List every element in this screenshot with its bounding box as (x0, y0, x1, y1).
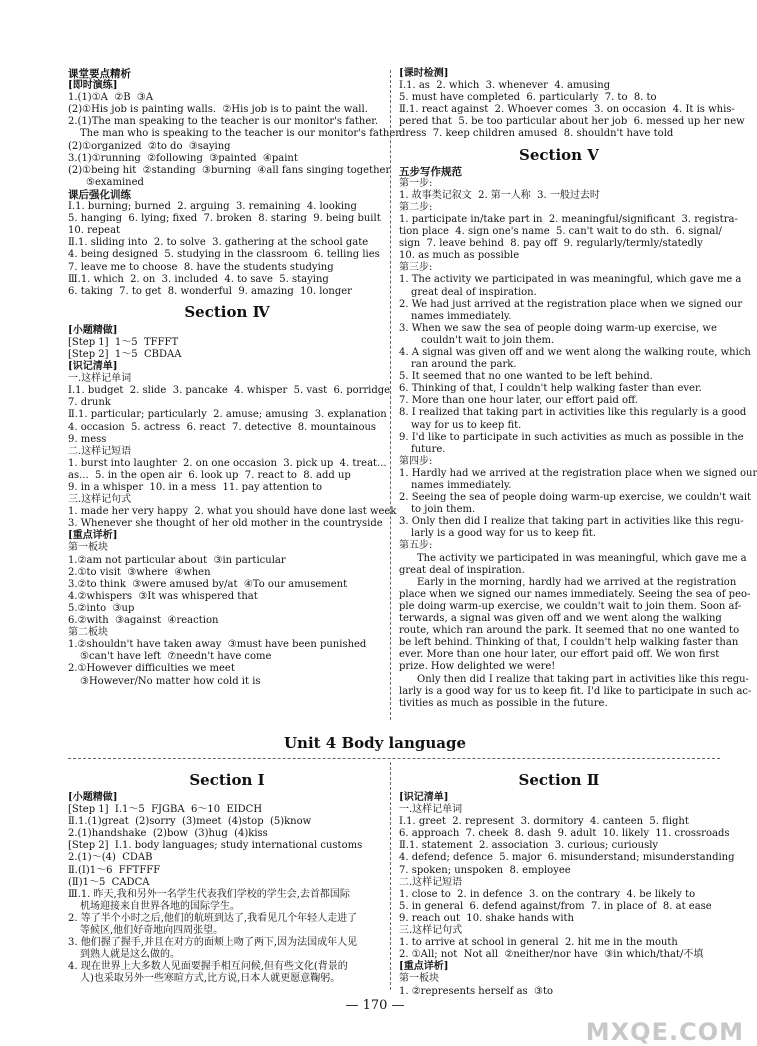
answer-line: ⑤examined (86, 176, 144, 188)
section-v-title: Section Ⅴ (519, 145, 599, 164)
answer-line: 4. occasion 5. actress 6. react 7. detective 8. mountainous (68, 421, 377, 433)
answer-line: great deal of inspiration. (399, 564, 525, 576)
answer-line: 1. Hardly had we arrived at the registration place when we signed our (399, 467, 757, 479)
answer-line: Ⅰ.1. as 2. which 3. whenever 4. amusing (399, 80, 611, 92)
answer-line: couldn't wait to join them. (421, 334, 555, 346)
answer-line: tion place 4. sign one's name 5. can't wait to do sth. 6. signal/ (399, 226, 722, 238)
answer-line: way for us to keep fit. (411, 419, 522, 431)
answer-line: 3. Whenever she thought of her old mother in the countryside (68, 518, 383, 530)
bracket-heading: [重点详析] (399, 961, 449, 973)
answer-line: 4. being designed 5. studying in the classroom 6. telling lies (68, 249, 380, 261)
answer-line: 3. Only then did I realize that taking part in activities like this regu- (399, 516, 744, 528)
answer-line: 3.(1)①running ②following ③painted ④paint (68, 152, 298, 164)
section-ii-title: Section Ⅱ (518, 771, 600, 789)
answer-line: 10. as much as possible (399, 250, 520, 262)
answer-line: (Ⅱ)1～5 CADCA (68, 876, 150, 888)
subsection-heading: 五步写作规范 (399, 165, 462, 178)
bracket-heading: [识记清单] (68, 361, 118, 373)
section-i-content (68, 792, 386, 986)
answer-line: 1. The activity we participated in was meaningful, which gave me a (399, 274, 742, 286)
answer-line: 2. We had just arrived at the registration place when we signed our (399, 298, 743, 310)
answer-line: Ⅱ.1. sliding into 2. to solve 3. gathering at the school gate (68, 237, 369, 249)
answer-line: ⑤can't have left ⑦needn't have come (80, 651, 272, 663)
answer-line: 7. drunk (68, 397, 111, 409)
answer-line: 第四步: (399, 455, 433, 467)
answer-line: 4.②whispers ③It was whispered that (68, 590, 258, 602)
answer-line: 1. burst into laughter 2. on one occasion 3. pick up 4. treat... (68, 457, 387, 469)
answer-line: 4. A signal was given off and we went along the walking route, which (399, 346, 751, 358)
answer-line: larly is a good way for us to keep fit. I'd like to participate in such ac- (399, 685, 752, 697)
bracket-heading: [小题精做] (68, 324, 118, 336)
answer-line: 2.①However difficulties we meet (68, 663, 235, 675)
answer-line: Ⅱ.1. statement 2. association 3. curious; curiously (399, 840, 659, 852)
answer-line: 2. Seeing the sea of people doing warm-up exercise, we couldn't wait (399, 492, 752, 504)
answer-line: 人)也采取另外一些寒暄方式,比方说,日本人就更愿意鞠躬。 (80, 973, 341, 985)
answer-line: Ⅱ.(Ⅰ)1～6 FFTFFF (68, 864, 161, 876)
left-column-upper (68, 68, 403, 688)
answer-line: 6. Thinking of that, I couldn't help walking faster than ever. (399, 383, 702, 395)
answer-line: 二.这样记短语 (68, 445, 132, 457)
answer-line: (2)①organized ②to do ③saying (68, 140, 231, 152)
answer-line: 2.(1)～(4) CDAB (68, 852, 153, 864)
section-ii-content (399, 792, 735, 998)
answer-line: 7. More than one hour later, our effort paid off. (399, 395, 638, 407)
answer-line: tivities as much as possible in the future. (399, 697, 608, 709)
answer-line: Ⅲ.1. which 2. on 3. included 4. to save 5. staying (68, 273, 329, 285)
answer-line: 2.(1)The man speaking to the teacher is our monitor's father. (68, 116, 379, 128)
right-column-upper (399, 68, 757, 710)
answer-line: 6. approach 7. cheek 8. dash 9. adult 10. likely 11. crossroads (399, 828, 730, 840)
answer-line: 机场迎接来自世界各地的国际学生。 (80, 900, 240, 912)
answer-line: 3. 他们握了握手,并且在对方的面颊上吻了两下,因为法国成年人见 (68, 937, 358, 949)
lesson-notes-list (68, 68, 403, 298)
answer-line: 1.②am not particular about ③in particular (68, 554, 286, 566)
answer-line: Ⅱ.1. particular; particularly 2. amuse; amusing 3. explanation (68, 409, 387, 421)
page-number: — 170 — (345, 998, 405, 1013)
answer-line: 1. to arrive at school in general 2. hit me in the mouth (399, 937, 678, 949)
section-iv-content (68, 324, 397, 688)
answer-line: dress 7. keep children amused 8. shouldn't have told (399, 128, 674, 140)
answer-line: 第五步: (399, 540, 433, 552)
answer-line: 到熟人就是这么做的。 (80, 949, 180, 961)
answer-line: 三.这样记句式 (68, 494, 132, 506)
answer-line: be left behind. Thinking of that, I couldn't help walking faster than (399, 637, 739, 649)
answer-line: 1. 故事类记叙文 2. 第一人称 3. 一般过去时 (399, 189, 600, 201)
answer-line: The activity we participated in was meaningful, which gave me a (417, 552, 747, 564)
answer-line: 5. in general 6. defend against/from 7. in place of 8. at ease (399, 900, 712, 912)
answer-line: 5. must have completed 6. particularly 7. to 8. to (399, 92, 657, 104)
left-column-lower (68, 770, 386, 986)
answer-line: 4. defend; defence 5. major 6. misunderstand; misunderstanding (399, 852, 735, 864)
answer-line: 第一板块 (68, 542, 108, 554)
answer-line: 5. It seemed that no one wanted to be left behind. (399, 371, 653, 383)
answer-line: future. (411, 443, 446, 455)
answer-line: 9. reach out 10. shake hands with (399, 912, 574, 924)
answer-line: 第三步: (399, 262, 433, 274)
answer-line: 3.②to think ③were amused by/at ④To our amusement (68, 578, 348, 590)
answer-line: 6. taking 7. to get 8. wonderful 9. amazing 10. longer (68, 285, 352, 297)
answer-line: (2)①being hit ②standing ③burning ④all fans singing together (68, 164, 391, 176)
answer-line: as... 5. in the open air 6. look up 7. react to 8. add up (68, 469, 351, 481)
right-column-lower (399, 770, 735, 998)
answer-line: 9. in a whisper 10. in a mess 11. pay attention to (68, 482, 323, 493)
answer-line: 5.②into ③up (68, 602, 135, 614)
answer-line: terwards, a signal was given off and we went along the walking (399, 613, 722, 625)
answer-line: [Step 1] Ⅰ.1～5 FJGBA 6～10 EIDCH (68, 804, 263, 816)
answer-line: prize. How delighted we were! (399, 661, 556, 673)
answer-line: 第二板块 (68, 627, 108, 639)
bracket-heading: [重点详析] (68, 530, 118, 542)
answer-line: The man who is speaking to the teacher is our monitor's father. (80, 128, 403, 140)
answer-line: 第一步: (399, 177, 433, 189)
answer-line: ③However/No matter how cold it is (80, 675, 261, 687)
answer-line: [Step 1] 1～5 TFFFT (68, 336, 179, 348)
answer-line: Only then did I realize that taking part in activities like this regu- (417, 673, 749, 685)
answer-line: 5. hanging 6. lying; fixed 7. broken 8. staring 9. being built (68, 213, 381, 225)
answer-line: sign 7. leave behind 8. pay off 9. regularly/termly/statedly (399, 238, 703, 250)
answer-line: 9. I'd like to participate in such activities as much as possible in the (399, 431, 744, 443)
answer-line: Ⅱ.1.(1)great (2)sorry (3)meet (4)stop (5)know (68, 816, 312, 828)
answer-line: Ⅰ.1. budget 2. slide 3. pancake 4. whisper 5. vast 6. porridge (68, 385, 391, 397)
answer-line: 等候区,他们好奇地向四周张望。 (80, 925, 224, 937)
answer-line: 二.这样记短语 (399, 876, 463, 888)
answer-line: 8. I realized that taking part in activities like this regularly is a good (399, 407, 747, 419)
answer-line: [Step 2] Ⅰ.1. body languages; study international customs (68, 840, 363, 852)
answer-line: great deal of inspiration. (411, 286, 537, 298)
answer-line: 1. ②represents herself as ③to (399, 985, 554, 997)
writing-steps-content (399, 165, 757, 710)
answer-line: (2)①His job is painting walls. ②His job is to paint the wall. (68, 104, 368, 116)
answer-line: 1. close to 2. in defence 3. on the contrary 4. be likely to (399, 888, 696, 900)
bracket-heading: [即时演练] (68, 80, 118, 92)
answer-line: 2.(1)handshake (2)bow (3)hug (4)kiss (68, 828, 268, 840)
answer-line: 2. ①All; not Not all ②neither/nor have ③in which/that/不填 (399, 949, 704, 961)
answer-line: ever. More than one hour later, our effort paid off. We won first (399, 649, 720, 661)
answer-line: Ⅲ.1. 昨天,我和另外一名学生代表我们学校的学生会,去首都国际 (68, 888, 350, 900)
answer-line: place when we signed our names immediately. Seeing the sea of peo- (399, 588, 751, 600)
unit-title: Unit 4 Body language (283, 734, 467, 752)
column-divider-lower (390, 762, 391, 990)
answer-line: 3. When we saw the sea of people doing warm-up exercise, we (399, 322, 717, 334)
answer-line: 一.这样记单词 (68, 373, 132, 385)
watermark-logo: MXQE.COM (585, 1017, 744, 1046)
answer-line: Ⅰ.1. greet 2. represent 3. dormitory 4. canteen 5. flight (399, 816, 689, 828)
subsection-heading: 课后强化训练 (68, 188, 131, 201)
answer-line: 1. participate in/take part in 2. meaningful/significant 3. registra- (399, 213, 738, 225)
answer-line: 6.②with ③against ④reaction (68, 615, 219, 627)
answer-line: names immediately. (411, 310, 512, 322)
answer-line: 第一板块 (399, 973, 439, 985)
answer-line: Ⅰ.1. burning; burned 2. arguing 3. remaining 4. looking (68, 201, 357, 213)
answer-line: Ⅱ.1. react against 2. Whoever comes 3. on occasion 4. It is whis- (399, 104, 735, 116)
column-divider-upper (390, 70, 391, 720)
bracket-heading: [识记清单] (399, 792, 449, 803)
answer-line: route, which ran around the park. It seemed that no one wanted to (399, 625, 740, 637)
answer-line: 第二步: (399, 201, 433, 213)
subsection-heading: 课堂要点精析 (68, 68, 131, 80)
answer-line: to join them. (411, 504, 476, 516)
bracket-heading: [小题精做] (68, 792, 118, 803)
answer-line: 一.这样记单词 (399, 804, 463, 816)
answer-line: 4. 现在世界上大多数人见面要握手相互问候,但有些文化(背景的 (68, 961, 348, 973)
answer-line: [Step 2] 1～5 CBDAA (68, 348, 182, 360)
answer-line: ple doing warm-up exercise, we couldn't wait to join them. Soon af- (399, 600, 742, 612)
section-iv-title: Section Ⅳ (184, 302, 270, 321)
answer-line: 7. leave me to choose 8. have the students studying (68, 261, 334, 273)
answer-line: 10. repeat (68, 225, 121, 237)
answer-line: larly is a good way for us to keep fit. (411, 528, 596, 540)
answer-line: 1.(1)①A ②B ③A (68, 92, 154, 104)
answer-line: ran around the park. (411, 359, 517, 371)
answer-line: 1. made her very happy 2. what you should have done last week (68, 506, 397, 518)
answer-line: 2. 等了半个小时之后,他们的航班到达了,我看见几个年轻人走进了 (68, 912, 358, 924)
answer-line: 9. mess (68, 433, 107, 445)
bracket-heading: [课时检测] (399, 68, 449, 79)
answer-line: Early in the morning, hardly had we arrived at the registration (417, 576, 737, 588)
unit-rule (68, 758, 720, 759)
answer-line: names immediately. (411, 480, 512, 491)
answer-line: 三.这样记句式 (399, 925, 463, 937)
section-i-title: Section Ⅰ (189, 771, 265, 789)
answer-line: pered that 5. be too particular about her job 6. messed up her new (399, 116, 745, 128)
answer-line: 2.①to visit ③where ④when (68, 566, 211, 578)
answer-line: 1.②shouldn't have taken away ③must have been punished (68, 639, 367, 651)
lesson-check-list (399, 68, 745, 141)
answer-line: 7. spoken; unspoken 8. employee (399, 864, 571, 876)
